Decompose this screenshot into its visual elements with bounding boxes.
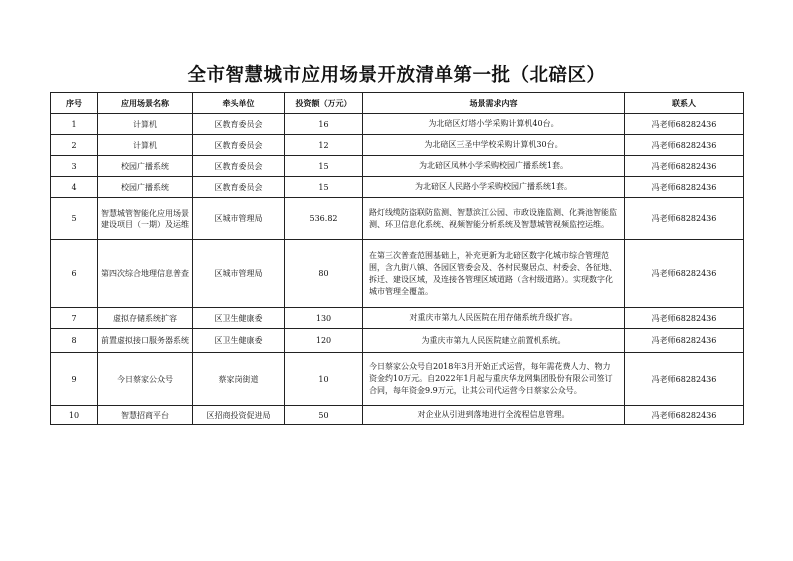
cell-requirements: 为北碚区灯塔小学采购计算机40台。 xyxy=(363,114,625,135)
cell-requirements: 为北碚区三圣中学校采购计算机30台。 xyxy=(363,135,625,156)
cell-contact: 冯老师68282436 xyxy=(625,114,744,135)
cell-requirements: 今日蔡家公众号自2018年3月开始正式运营，每年需花费人力、物力资金约10万元。自2022年1月起与重庆华龙网集团股份有限公司签订合同，每年资金9.9万元，让其公司代运营今日蔡家公众号。 xyxy=(363,353,625,406)
cell-contact: 冯老师68282436 xyxy=(625,329,744,353)
table-row xyxy=(51,353,744,406)
cell-scenario-name: 智慧招商平台 xyxy=(98,406,193,425)
cell-contact: 冯老师68282436 xyxy=(625,198,744,240)
cell-investment: 50 xyxy=(285,406,363,425)
table-row xyxy=(51,198,744,240)
cell-lead-unit: 区教育委员会 xyxy=(193,135,285,156)
cell-investment: 130 xyxy=(285,308,363,329)
cell-lead-unit: 蔡家岗街道 xyxy=(193,353,285,406)
cell-contact: 冯老师68282436 xyxy=(625,353,744,406)
cell-number: 2 xyxy=(51,135,98,156)
cell-investment: 16 xyxy=(285,114,363,135)
cell-scenario-name: 计算机 xyxy=(98,114,193,135)
cell-scenario-name: 校园广播系统 xyxy=(98,156,193,177)
table-row xyxy=(51,406,744,425)
cell-number: 5 xyxy=(51,198,98,240)
cell-requirements: 在第三次普查范围基础上，补充更新为北碚区数字化城市综合管理范围，含九街八镇、各园区管委会及、各村民聚居点、村委会、各征地、拆迁、建设区域，及连接各管理区域道路（含村级道路）。实现数字化城市管理全覆盖。 xyxy=(363,240,625,308)
cell-requirements: 为北碚区人民路小学采购校园广播系统1套。 xyxy=(363,177,625,198)
table-row xyxy=(51,308,744,329)
document-title: 全市智慧城市应用场景开放清单第一批（北碚区） xyxy=(187,65,606,86)
table-row xyxy=(51,114,744,135)
cell-contact: 冯老师68282436 xyxy=(625,177,744,198)
cell-lead-unit: 区教育委员会 xyxy=(193,114,285,135)
table-row xyxy=(51,329,744,353)
cell-scenario-name: 今日蔡家公众号 xyxy=(98,353,193,406)
cell-requirements: 对企业从引进到落地进行全流程信息管理。 xyxy=(363,406,625,425)
cell-investment: 15 xyxy=(285,177,363,198)
cell-contact: 冯老师68282436 xyxy=(625,135,744,156)
cell-scenario-name: 校园广播系统 xyxy=(98,177,193,198)
cell-contact: 冯老师68282436 xyxy=(625,308,744,329)
cell-lead-unit: 区卫生健康委 xyxy=(193,308,285,329)
cell-investment: 10 xyxy=(285,353,363,406)
cell-lead-unit: 区招商投资促进局 xyxy=(193,406,285,425)
cell-lead-unit: 区城市管理局 xyxy=(193,240,285,308)
cell-scenario-name: 虚拟存储系统扩容 xyxy=(98,308,193,329)
header-lead-unit: 牵头单位 xyxy=(193,93,285,114)
cell-investment: 120 xyxy=(285,329,363,353)
cell-number: 9 xyxy=(51,353,98,406)
cell-scenario-name: 前置虚拟接口服务器系统 xyxy=(98,329,193,353)
cell-investment: 536.82 xyxy=(285,198,363,240)
cell-scenario-name: 智慧城管智能化应用场景建设项目（一期）及运维 xyxy=(98,198,193,240)
cell-requirements: 对重庆市第九人民医院在用存储系统升级扩容。 xyxy=(363,308,625,329)
cell-requirements: 路灯线缆防盗联防监测、智慧滨江公园、市政设施监测、化粪池智能监测、环卫信息化系统、视频智能分析系统及智慧城管视频监控运维。 xyxy=(363,198,625,240)
cell-number: 4 xyxy=(51,177,98,198)
cell-number: 7 xyxy=(51,308,98,329)
scenario-table xyxy=(50,92,744,425)
cell-number: 3 xyxy=(51,156,98,177)
table-row xyxy=(51,240,744,308)
header-number: 序号 xyxy=(51,93,98,114)
cell-requirements: 为重庆市第九人民医院建立前置机系统。 xyxy=(363,329,625,353)
cell-contact: 冯老师68282436 xyxy=(625,240,744,308)
table-header-row xyxy=(51,93,744,114)
cell-contact: 冯老师68282436 xyxy=(625,156,744,177)
cell-investment: 15 xyxy=(285,156,363,177)
header-investment: 投资额（万元） xyxy=(285,93,363,114)
cell-investment: 80 xyxy=(285,240,363,308)
cell-number: 6 xyxy=(51,240,98,308)
cell-scenario-name: 计算机 xyxy=(98,135,193,156)
cell-number: 8 xyxy=(51,329,98,353)
cell-number: 1 xyxy=(51,114,98,135)
cell-lead-unit: 区教育委员会 xyxy=(193,177,285,198)
cell-lead-unit: 区城市管理局 xyxy=(193,198,285,240)
header-scenario-name: 应用场景名称 xyxy=(98,93,193,114)
cell-number: 10 xyxy=(51,406,98,425)
cell-investment: 12 xyxy=(285,135,363,156)
header-requirements: 场景需求内容 xyxy=(363,93,625,114)
table-row xyxy=(51,156,744,177)
cell-requirements: 为北碚区凤林小学采购校园广播系统1套。 xyxy=(363,156,625,177)
cell-lead-unit: 区卫生健康委 xyxy=(193,329,285,353)
table-row xyxy=(51,135,744,156)
header-contact: 联系人 xyxy=(625,93,744,114)
cell-contact: 冯老师68282436 xyxy=(625,406,744,425)
cell-lead-unit: 区教育委员会 xyxy=(193,156,285,177)
cell-scenario-name: 第四次综合地理信息普查 xyxy=(98,240,193,308)
table-row xyxy=(51,177,744,198)
